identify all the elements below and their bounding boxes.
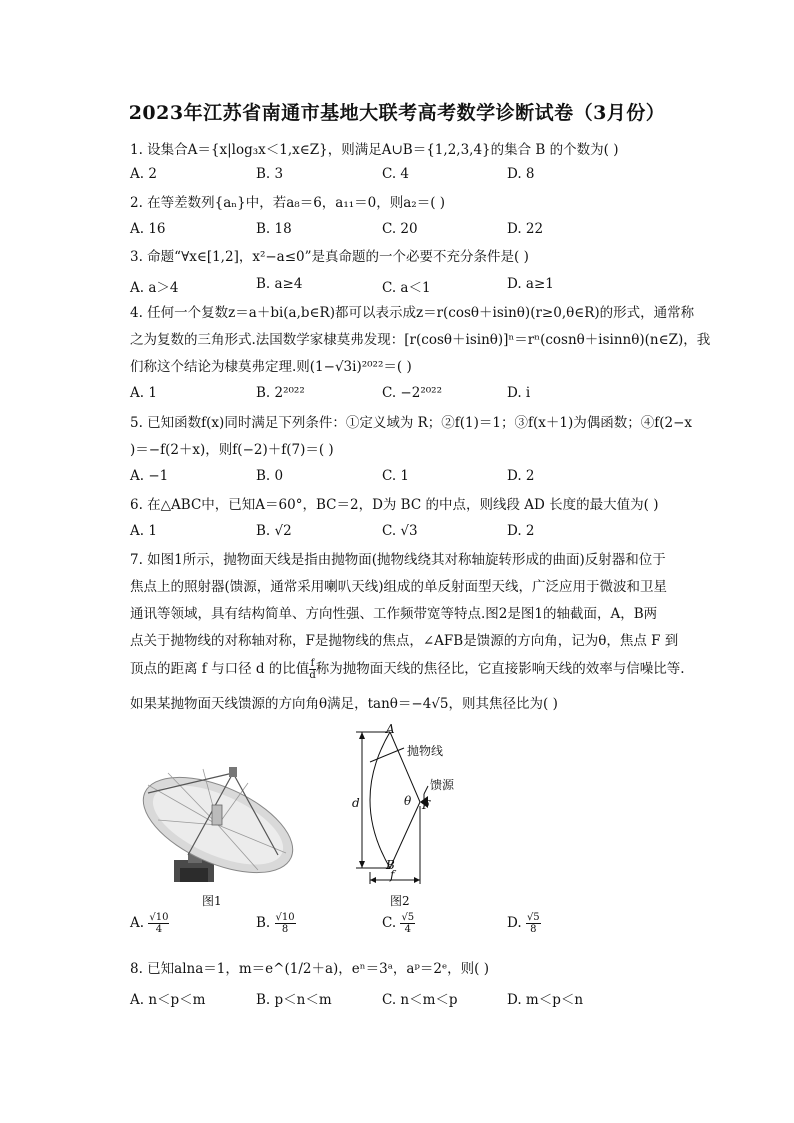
question-7-line-5 [130,656,695,683]
option-d: D. i [507,385,531,401]
fig2-label-feed: 馈源 [430,778,455,792]
fig2-label-parabola: 抛物线 [407,744,444,758]
option-b: B. 2²⁰²² [256,385,305,401]
question-3-options [130,276,695,298]
question-8-options [130,988,695,1010]
question-7-line-3: 通讯等领域，具有结构简单、方向性强、工作频带宽等特点.图2是图1的轴截面，A，B两 [130,606,658,622]
option-a: A. $\frac{√10}{4}$ [130,912,169,935]
option-d: D. m＜p＜n [507,992,584,1008]
q7-line5-end: 称为抛物面天线的焦径比，它直接影响天线的效率与信噪比等. [315,661,685,677]
option-a: A. n＜p＜m [130,992,206,1008]
option-c: C. $\frac{√5}{4}$ [382,912,415,935]
fig2-label-a: A [386,722,395,736]
question-5-options [130,468,695,490]
option-a: A. 1 [130,523,157,539]
question-7-line-4: 点关于抛物线的对称轴对称，F是抛物线的焦点，∠AFB是馈源的方向角，记为θ，焦点 F 到 [130,633,679,649]
question-1: 1. 设集合A＝{x|log₃x＜1,x∈Z}，则满足A∪B＝{1,2,3,4}的集合 B 的个数为( ) [130,142,619,158]
fig2-label-b: B [386,858,395,872]
question-6: 6. 在△ABC中，已知A＝60°，BC＝2，D为 BC 的中点，则线段 AD 长度的最大值为( ) [130,497,659,513]
option-c: C. 4 [382,166,410,182]
option-b: B. 3 [256,166,284,182]
question-4-options [130,385,695,407]
question-4-line-1: 4. 任何一个复数z＝a＋bi(a,b∈R)都可以表示成z＝r(cosθ＋isinθ)(r≥0,θ∈R)的形式，通常称 [130,305,695,321]
option-a: A. 1 [130,385,157,401]
option-d: D. 2 [507,523,535,539]
question-7-line-6: 如果某抛物面天线馈源的方向角θ满足，tanθ＝−4√5，则其焦径比为( ) [130,696,558,712]
question-3: 3. 命题“∀x∈[1,2]，x²−a≤0”是真命题的一个必要不充分条件是( ) [130,249,529,265]
question-6-options [130,523,695,545]
question-5-line-2: )＝−f(2＋x)，则f(−2)＋f(7)＝( ) [130,442,334,458]
fig2-label-d: d [352,796,360,810]
option-d: D. a≥1 [507,276,554,292]
option-c: C. −2²⁰²² [382,385,442,401]
page-title: 2023年江苏省南通市基地大联考高考数学诊断试卷（3月份） [128,102,666,124]
option-d: D. 8 [507,166,535,182]
question-7-line-1: 7. 如图1所示，抛物面天线是指由抛物面(抛物线绕其对称轴旋转形成的曲面)反射器和位于 [130,552,666,568]
option-a: A. 16 [130,221,166,237]
option-c: C. √3 [382,523,418,539]
fig2-label-f-focus: F [422,798,431,812]
option-b: B. $\frac{√10}{8}$ [256,912,295,935]
figure-2-caption: 图2 [390,894,410,908]
question-2-options [130,221,695,243]
option-c: C. 1 [382,468,410,484]
question-7-options [130,912,695,944]
option-b: B. p＜n＜m [256,992,332,1008]
fig2-label-f-length: f [390,868,395,882]
question-4-line-2: 之为复数的三角形式.法国数学家棣莫弗发现：[r(cosθ＋isinθ)]ⁿ＝rⁿ(cosnθ＋isinnθ)(n∈Z)，我 [130,332,711,348]
question-4-line-3: 们称这个结论为棣莫弗定理.则(1−√3i)²⁰²²＝( ) [130,359,412,375]
q7-line5-start: 顶点的距离 f 与口径 d 的比值 [130,661,310,677]
option-c: C. n＜m＜p [382,992,458,1008]
figure-1-caption: 图1 [202,894,222,908]
option-b: B. √2 [256,523,292,539]
question-1-options [130,166,695,188]
option-b: B. a≥4 [256,276,303,292]
figure-1-dish-image [128,765,300,890]
option-c: C. 20 [382,221,418,237]
option-a: A. 2 [130,166,157,182]
focal-ratio-fraction: $\frac{f}{d}$ [309,658,316,681]
option-b: B. 0 [256,468,284,484]
question-5-line-1: 5. 已知函数f(x)同时满足下列条件：①定义域为 R；②f(1)＝1；③f(x＋1)为偶函数；④f(2−x [130,415,692,431]
option-b: B. 18 [256,221,292,237]
question-7-line-2: 焦点上的照射器(馈源，通常采用喇叭天线)组成的单反射面型天线，广泛应用于微波和卫星 [130,579,668,595]
fig2-label-theta: θ [404,794,412,808]
option-c: C. a＜1 [382,280,431,296]
option-a: A. −1 [130,468,169,484]
option-d: D. 2 [507,468,535,484]
option-a: A. a＞4 [130,280,179,296]
option-d: D. $\frac{√5}{8}$ [507,912,540,935]
question-2: 2. 在等差数列{aₙ}中，若a₈＝6，a₁₁＝0，则a₂＝( ) [130,195,446,211]
option-d: D. 22 [507,221,544,237]
question-8: 8. 已知alna＝1，m＝e^(1/2＋a)，eⁿ＝3ᵃ，aᵖ＝2ᵉ，则( ) [130,961,489,977]
